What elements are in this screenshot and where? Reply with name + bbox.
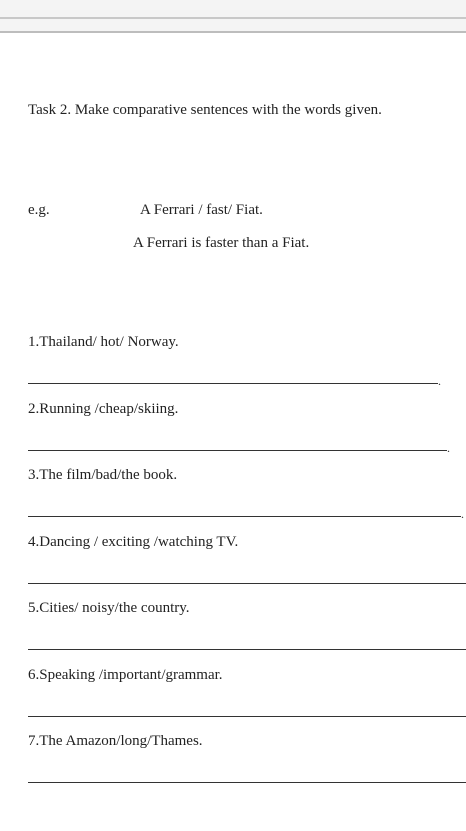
exercise-prompt-7: 7.The Amazon/long/Thames.: [28, 733, 203, 749]
header-divider: [0, 31, 466, 33]
example-answer: A Ferrari is faster than a Fiat.: [133, 235, 310, 251]
answer-line-end-2: .: [447, 441, 450, 455]
answer-line-end-3: .: [461, 507, 464, 521]
answer-line-end-1: .: [438, 374, 441, 388]
answer-line-5[interactable]: [28, 649, 466, 650]
page-header-band: [0, 0, 466, 32]
example-prompt: A Ferrari / fast/ Fiat.: [140, 202, 263, 218]
header-divider: [0, 17, 466, 19]
answer-line-6[interactable]: [28, 716, 466, 717]
exercise-prompt-2: 2.Running /cheap/skiing.: [28, 401, 179, 417]
answer-line-4[interactable]: [28, 583, 466, 584]
example-label: e.g.: [28, 202, 50, 218]
exercise-prompt-3: 3.The film/bad/the book.: [28, 467, 178, 483]
answer-line-7[interactable]: [28, 782, 466, 783]
task-title: Task 2. Make comparative sentences with the words given.: [28, 102, 382, 118]
answer-line-1[interactable]: [28, 383, 438, 384]
exercise-prompt-4: 4.Dancing / exciting /watching TV.: [28, 534, 239, 550]
exercise-prompt-5: 5.Cities/ noisy/the country.: [28, 600, 190, 616]
answer-line-2[interactable]: [28, 450, 447, 451]
exercise-prompt-6: 6.Speaking /important/grammar.: [28, 667, 223, 683]
answer-line-3[interactable]: [28, 516, 461, 517]
exercise-prompt-1: 1.Thailand/ hot/ Norway.: [28, 334, 179, 350]
